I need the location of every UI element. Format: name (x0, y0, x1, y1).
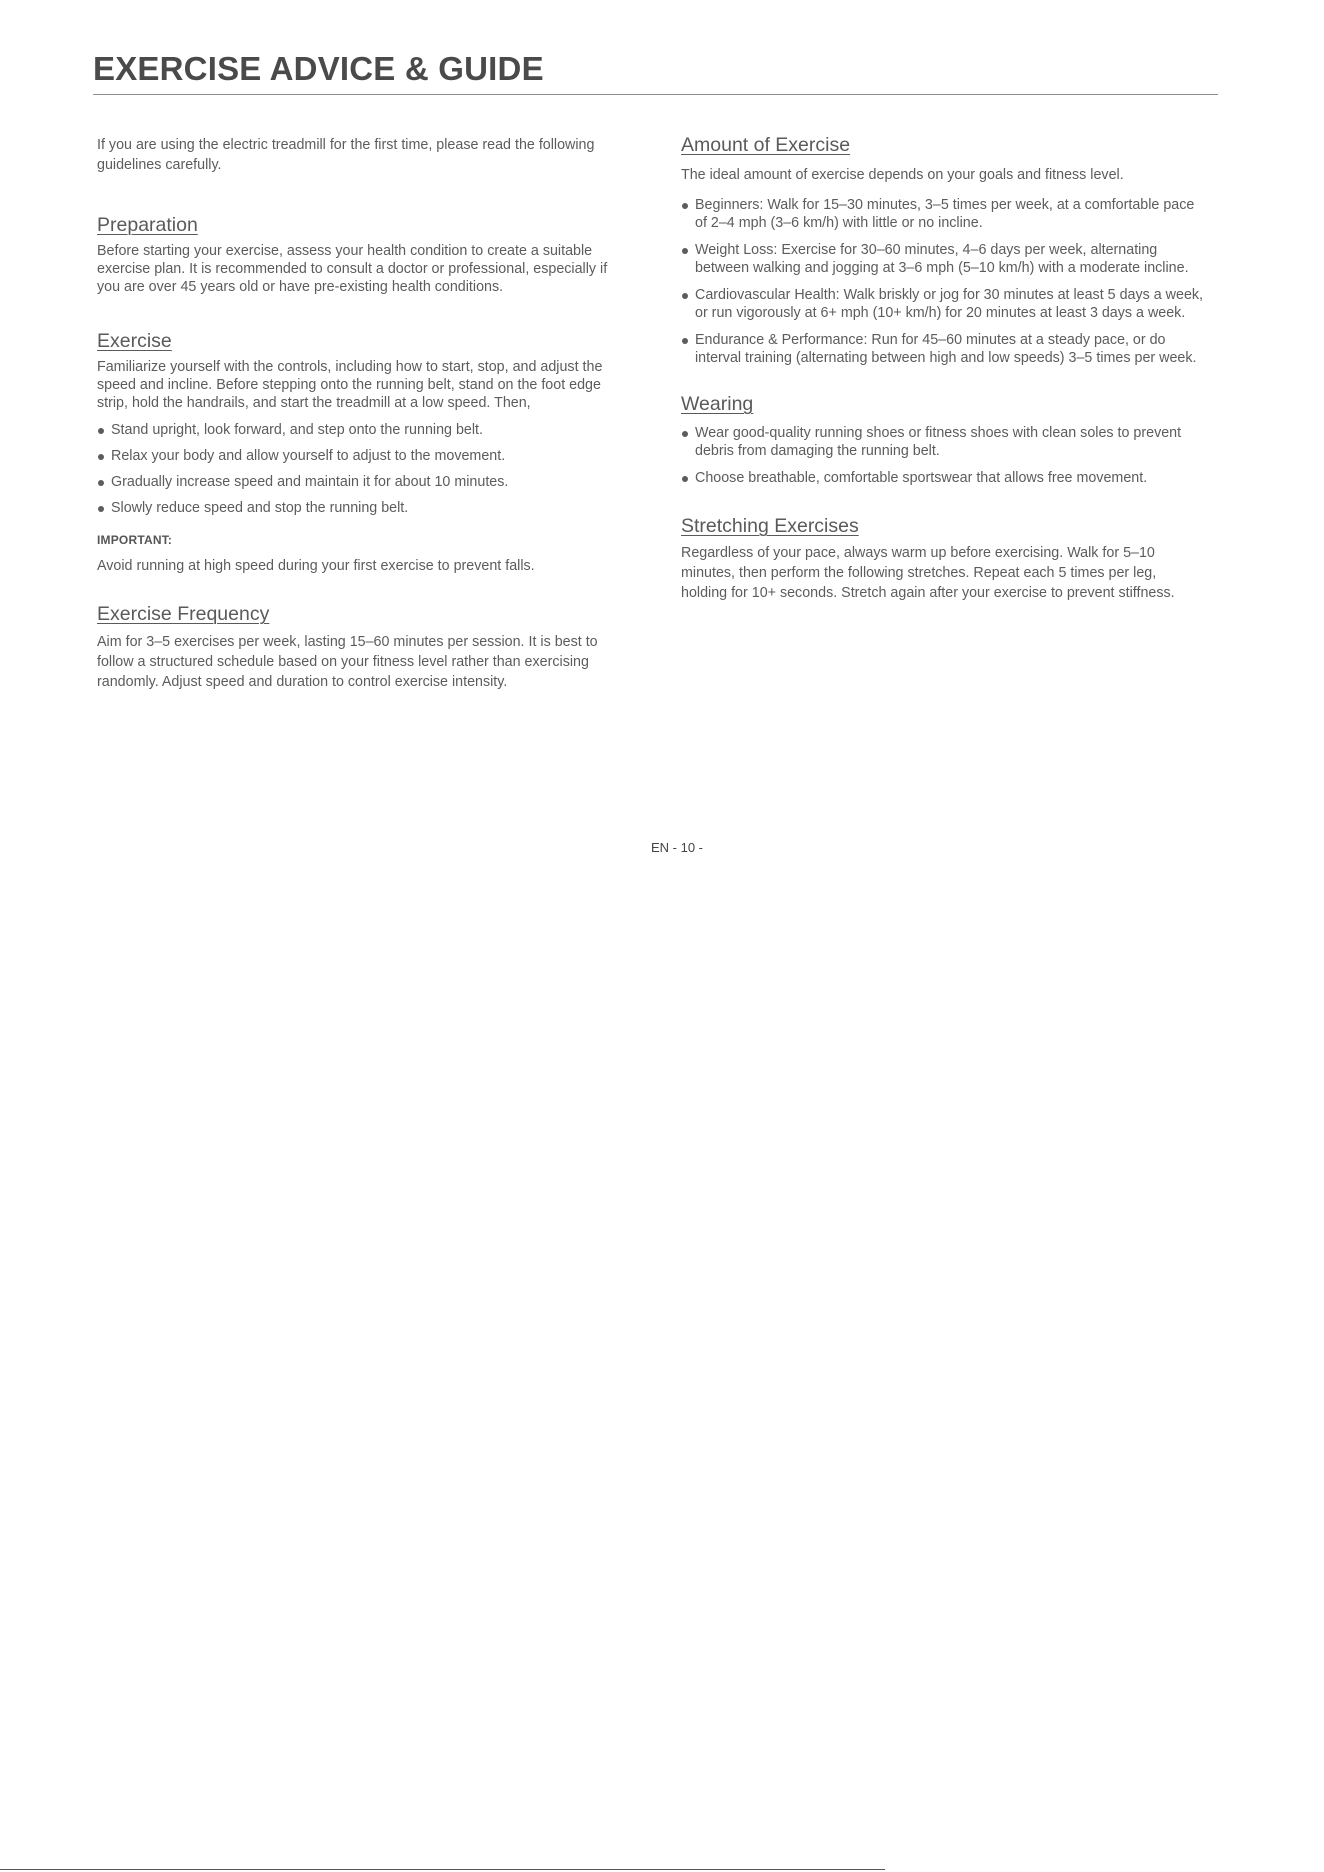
intro-text: If you are using the electric treadmill for the first time, please read the following guidelines carefully. (97, 137, 595, 173)
amount-goals-list (681, 196, 1206, 367)
list-item: Wear good-quality running shoes or fitness shoes with clean soles to prevent debris from damaging the running belt. (681, 424, 1206, 460)
list-item: Slowly reduce speed and stop the running belt. (97, 499, 627, 517)
page-footer (0, 840, 1324, 855)
left-column (97, 135, 627, 692)
exercise-steps-list (97, 421, 627, 517)
title-divider (93, 94, 1218, 95)
list-item: Relax your body and allow yourself to adjust to the movement. (97, 447, 627, 465)
page-number: EN - 10 - (650, 840, 703, 855)
list-item: Beginners: Walk for 15–30 minutes, 3–5 times per week, at a comfortable pace of 2–4 mph (3–6 km/h) with little or no incline. (681, 196, 1206, 232)
section-heading-wearing: Wearing (681, 393, 754, 415)
section-heading-exercise: Exercise (97, 330, 172, 352)
section-heading-preparation: Preparation (97, 214, 198, 236)
section-heading-stretching: Stretching Exercises (681, 515, 859, 537)
important-text: Avoid running at high speed during your first exercise to prevent falls. (97, 558, 535, 574)
right-column (681, 133, 1206, 603)
list-item: Stand upright, look forward, and step onto the running belt. (97, 421, 627, 439)
preparation-text: Before starting your exercise, assess your health condition to create a suitable exercise plan. It is recommended to consult a doctor or professional, especially if you are over 45 years old or have pre-existing health conditions. (97, 243, 608, 295)
exercise-text: Familiarize yourself with the controls, including how to start, stop, and adjust the speed and incline. Before stepping onto the running belt, stand on the foot edge strip, hold the handrails, and start the treadmill at a low speed. Then, (97, 359, 603, 411)
important-label: IMPORTANT: (97, 533, 173, 547)
bottom-divider (0, 1869, 885, 1870)
stretching-text: Regardless of your pace, always warm up before exercising. Walk for 5–10 minutes, then perform the following stretches. Repeat each 5 times per leg, holding for 10+ seconds. Stretch again after your exercise to prevent stiffness. (681, 545, 1175, 601)
page-title: EXERCISE ADVICE & GUIDE (93, 50, 544, 87)
section-heading-frequency: Exercise Frequency (97, 603, 270, 625)
frequency-text: Aim for 3–5 exercises per week, lasting 15–60 minutes per session. It is best to follow a structured schedule based on your fitness level rather than exercising randomly. Adjust speed and duration to control exercise intensity. (97, 634, 598, 690)
list-item: Weight Loss: Exercise for 30–60 minutes, 4–6 days per week, alternating between walking and jogging at 3–6 mph (5–10 km/h) with a moderate incline. (681, 241, 1206, 277)
wearing-list (681, 424, 1206, 487)
amount-text: The ideal amount of exercise depends on your goals and fitness level. (681, 167, 1124, 183)
section-heading-amount: Amount of Exercise (681, 134, 851, 156)
list-item: Choose breathable, comfortable sportswear that allows free movement. (681, 469, 1206, 487)
list-item: Cardiovascular Health: Walk briskly or jog for 30 minutes at least 5 days a week, or run vigorously at 6+ mph (10+ km/h) for 20 minutes at least 3 days a week. (681, 286, 1206, 322)
list-item: Endurance & Performance: Run for 45–60 minutes at a steady pace, or do interval training (alternating between high and low speeds) 3–5 times per week. (681, 331, 1206, 367)
list-item: Gradually increase speed and maintain it for about 10 minutes. (97, 473, 627, 491)
